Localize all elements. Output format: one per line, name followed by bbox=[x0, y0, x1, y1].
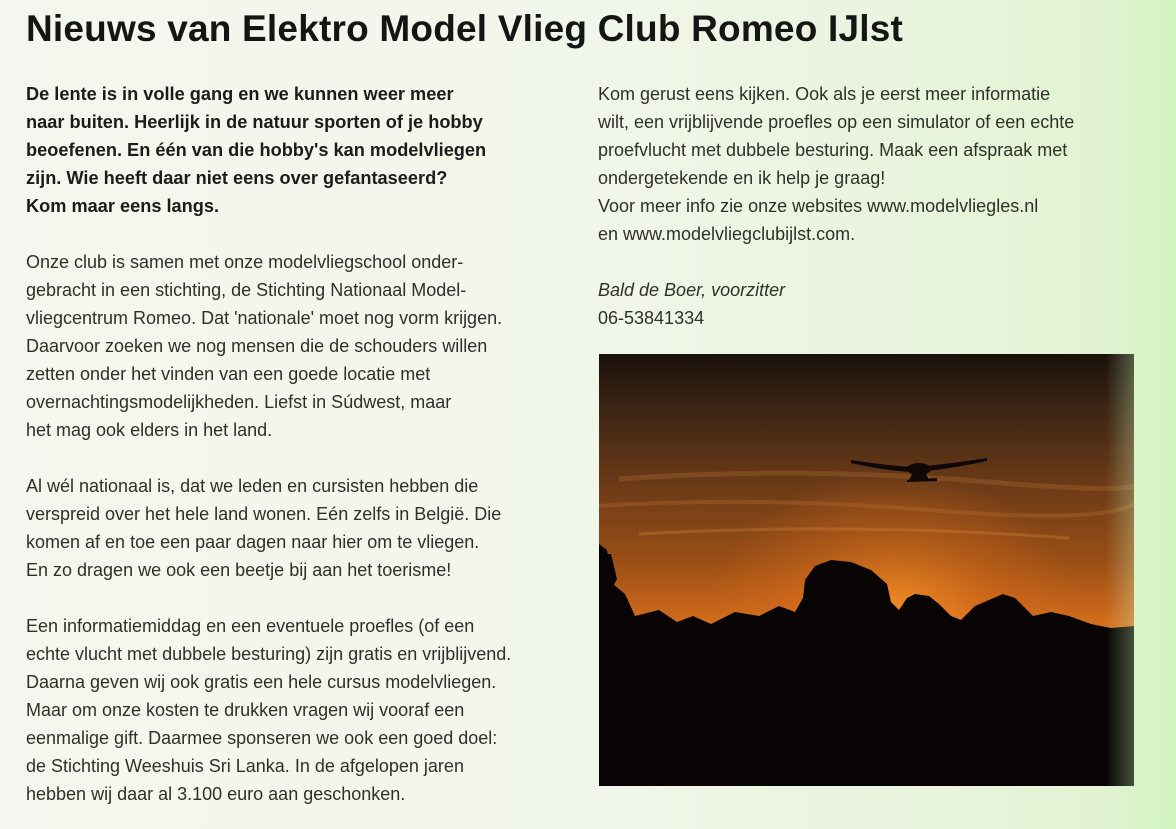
text-line: komen af en toe een paar dagen naar hier om te vliegen. bbox=[26, 532, 480, 552]
intro-line: De lente is in volle gang en we kunnen weer meer bbox=[26, 84, 454, 104]
text-line: En zo dragen we ook een beetje bij aan het toerisme! bbox=[26, 560, 452, 580]
signature-phone: 06-53841334 bbox=[598, 308, 705, 328]
text-line: zetten onder het vinden van een goede locatie met bbox=[26, 364, 431, 384]
intro-line: beoefenen. En één van die hobby's kan modelvliegen bbox=[26, 140, 487, 160]
text-line: overnachtingsmodelijkheden. Liefst in Súdwest, maar bbox=[26, 392, 452, 412]
article-title: Nieuws van Elektro Model Vlieg Club Romeo IJlst bbox=[26, 8, 904, 49]
text-line: hebben wij daar al 3.100 euro aan geschonken. bbox=[26, 784, 406, 804]
airplane-silhouette-sunset-photo bbox=[599, 354, 1134, 786]
text-line: Kom gerust eens kijken. Ook als je eerst meer informatie bbox=[598, 84, 1051, 104]
text-line: wilt, een vrijblijvende proefles op een simulator of een echte bbox=[598, 112, 1075, 132]
intro-paragraph bbox=[26, 80, 586, 220]
text-line: Al wél nationaal is, dat we leden en cursisten hebben die bbox=[26, 476, 479, 496]
right-column bbox=[598, 80, 1158, 332]
paragraph-members bbox=[26, 472, 586, 584]
intro-line: naar buiten. Heerlijk in de natuur sporten of je hobby bbox=[26, 112, 483, 132]
text-line: ondergetekende en ik help je graag! bbox=[598, 168, 886, 188]
text-line: Daarna geven wij ook gratis een hele cursus modelvliegen. bbox=[26, 672, 497, 692]
text-line: gebracht in een stichting, de Stichting Nationaal Model- bbox=[26, 280, 467, 300]
text-line: Maar om onze kosten te drukken vragen wij vooraf een bbox=[26, 700, 465, 720]
paragraph-invitation bbox=[598, 80, 1158, 248]
signature bbox=[598, 276, 1158, 332]
text-line: Een informatiemiddag en een eventuele proefles (of een bbox=[26, 616, 475, 636]
text-line: de Stichting Weeshuis Sri Lanka. In de afgelopen jaren bbox=[26, 756, 464, 776]
text-line: Daarvoor zoeken we nog mensen die de schouders willen bbox=[26, 336, 488, 356]
left-column bbox=[26, 80, 586, 808]
text-line: en www.modelvliegclubijlst.com. bbox=[598, 224, 856, 244]
text-line: eenmalige gift. Daarmee sponseren we ook een goed doel: bbox=[26, 728, 498, 748]
intro-line: Kom maar eens langs. bbox=[26, 196, 220, 216]
text-line: verspreid over het hele land wonen. Eén zelfs in België. Die bbox=[26, 504, 502, 524]
paragraph-club-foundation bbox=[26, 248, 586, 444]
signature-name: Bald de Boer, voorzitter bbox=[598, 280, 786, 300]
text-line: het mag ook elders in het land. bbox=[26, 420, 273, 440]
intro-line: zijn. Wie heeft daar niet eens over gefantaseerd? bbox=[26, 168, 448, 188]
text-line: Voor meer info zie onze websites www.modelvliegles.nl bbox=[598, 196, 1039, 216]
text-line: Onze club is samen met onze modelvliegschool onder- bbox=[26, 252, 464, 272]
text-line: echte vlucht met dubbele besturing) zijn gratis en vrijblijvend. bbox=[26, 644, 512, 664]
paragraph-info-afternoon bbox=[26, 612, 586, 808]
text-line: vliegcentrum Romeo. Dat 'nationale' moet nog vorm krijgen. bbox=[26, 308, 503, 328]
text-line: proefvlucht met dubbele besturing. Maak een afspraak met bbox=[598, 140, 1068, 160]
